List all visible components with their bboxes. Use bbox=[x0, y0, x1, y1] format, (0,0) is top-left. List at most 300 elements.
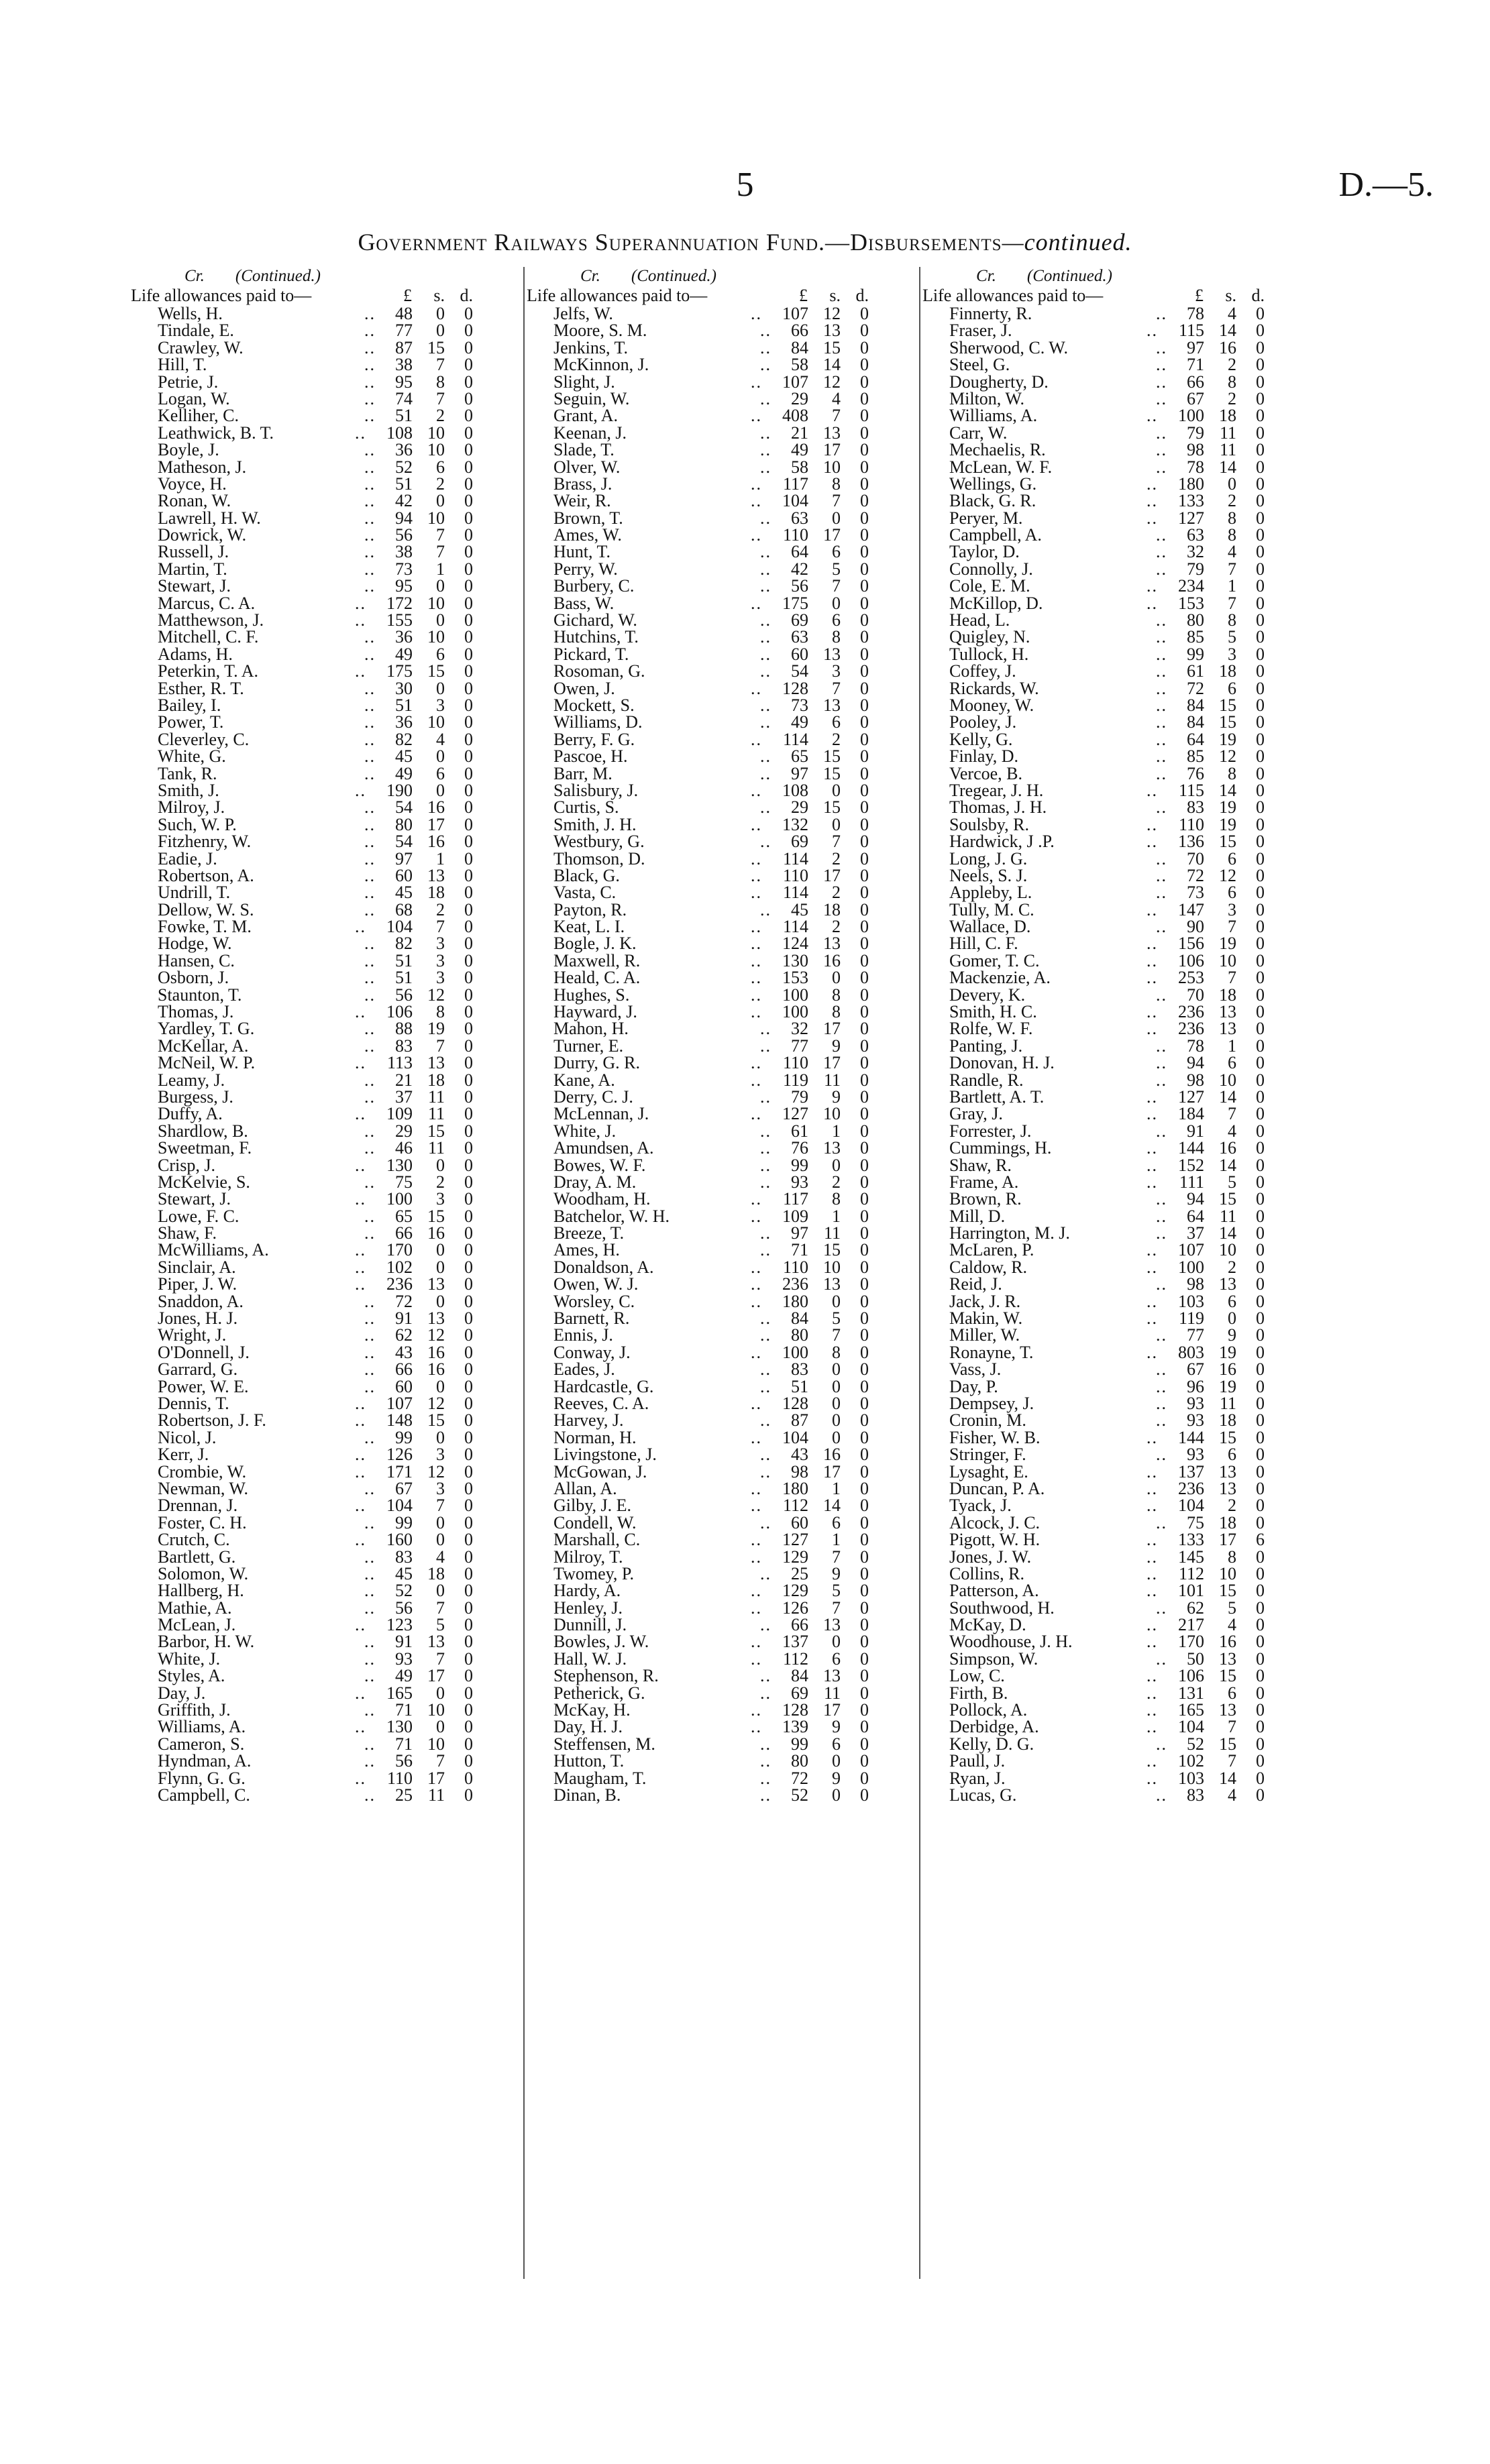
amount-pounds: 98 bbox=[1187, 1070, 1204, 1090]
table-row bbox=[138, 1293, 521, 1310]
amount-pounds: 65 bbox=[791, 746, 808, 767]
amount-shillings: 15 bbox=[427, 1121, 445, 1141]
amount-pounds: 29 bbox=[791, 797, 808, 818]
amount-pence: 0 bbox=[860, 1086, 869, 1107]
leader-dots: .. bbox=[355, 423, 366, 443]
amount-pounds: 110 bbox=[1178, 814, 1204, 834]
table-row bbox=[929, 1003, 1313, 1020]
leader-dots: .. bbox=[1147, 1683, 1158, 1703]
amount-shillings: 8 bbox=[1228, 372, 1236, 392]
table-row bbox=[929, 1736, 1313, 1752]
amount-shillings: 16 bbox=[1219, 1632, 1236, 1652]
amount-shillings: 14 bbox=[823, 355, 841, 375]
leader-dots: .. bbox=[760, 542, 771, 562]
table-row bbox=[929, 1770, 1313, 1787]
payee-name: McKelvie, S. bbox=[158, 1172, 250, 1192]
leader-dots: .. bbox=[355, 1530, 366, 1550]
amount-pence: 0 bbox=[464, 1274, 473, 1294]
leader-dots: .. bbox=[1156, 1121, 1167, 1141]
amount-shillings: 7 bbox=[832, 576, 841, 596]
amount-pounds: 97 bbox=[1187, 337, 1204, 357]
table-row bbox=[138, 1582, 521, 1599]
amount-pounds: 56 bbox=[395, 525, 413, 545]
table-row bbox=[533, 425, 917, 441]
leader-dots: .. bbox=[364, 473, 376, 494]
amount-pounds: 106 bbox=[1178, 1666, 1204, 1686]
amount-pence: 0 bbox=[860, 491, 869, 511]
table-row bbox=[138, 816, 521, 833]
amount-shillings: 6 bbox=[436, 644, 445, 664]
table-row bbox=[929, 1650, 1313, 1667]
leader-dots: .. bbox=[1156, 1053, 1167, 1073]
leader-dots: .. bbox=[1156, 610, 1167, 630]
table-row bbox=[533, 475, 917, 492]
table-row bbox=[138, 680, 521, 697]
amount-pounds: 133 bbox=[1178, 491, 1204, 511]
leader-dots: .. bbox=[760, 1325, 771, 1345]
payee-name: Woodham, H. bbox=[553, 1189, 651, 1209]
payee-name: Olver, W. bbox=[553, 457, 621, 477]
payee-name: Finlay, D. bbox=[949, 746, 1019, 767]
amount-pence: 0 bbox=[860, 1274, 869, 1294]
table-row bbox=[138, 1105, 521, 1122]
amount-pence: 0 bbox=[464, 1053, 473, 1073]
amount-pounds: 42 bbox=[395, 491, 413, 511]
leader-dots: .. bbox=[355, 661, 366, 681]
payee-name: Marshall, C. bbox=[553, 1530, 641, 1550]
amount-pounds: 109 bbox=[782, 1206, 808, 1226]
column-divider bbox=[523, 267, 525, 2279]
payee-name: Lucas, G. bbox=[949, 1785, 1017, 1805]
leader-dots: .. bbox=[1147, 1530, 1158, 1550]
payee-name: Heald, C. A. bbox=[553, 968, 641, 988]
table-row bbox=[929, 1241, 1313, 1258]
amount-shillings: 13 bbox=[823, 644, 841, 664]
table-row bbox=[138, 1276, 521, 1292]
amount-pence: 0 bbox=[464, 1359, 473, 1380]
leader-dots: .. bbox=[760, 1172, 771, 1192]
payee-name: Robertson, J. F. bbox=[158, 1410, 266, 1431]
amount-pence: 0 bbox=[464, 1581, 473, 1601]
payee-name: McKay, H. bbox=[553, 1700, 631, 1720]
amount-pounds: 29 bbox=[791, 388, 808, 408]
amount-shillings: 6 bbox=[436, 763, 445, 783]
amount-pounds: 128 bbox=[782, 1700, 808, 1720]
amount-pounds: 30 bbox=[395, 678, 413, 698]
amount-shillings: 18 bbox=[1219, 1410, 1236, 1431]
payee-name: Snaddon, A. bbox=[158, 1291, 244, 1311]
amount-shillings: 2 bbox=[436, 1172, 445, 1192]
amount-shillings: 18 bbox=[1219, 1512, 1236, 1532]
amount-pounds: 106 bbox=[1178, 950, 1204, 970]
leader-dots: .. bbox=[751, 985, 762, 1005]
table-row bbox=[533, 1310, 917, 1327]
amount-pence: 0 bbox=[464, 491, 473, 511]
amount-pounds: 111 bbox=[1179, 1172, 1204, 1192]
amount-pounds: 52 bbox=[395, 1581, 413, 1601]
amount-pence: 0 bbox=[860, 576, 869, 596]
payee-name: Williams, D. bbox=[553, 712, 643, 732]
amount-shillings: 3 bbox=[436, 968, 445, 988]
table-row bbox=[929, 1105, 1313, 1122]
amount-pence: 0 bbox=[860, 985, 869, 1005]
leader-dots: .. bbox=[364, 832, 376, 852]
amount-pounds: 32 bbox=[1187, 542, 1204, 562]
amount-pence: 0 bbox=[464, 1002, 473, 1022]
amount-pence: 0 bbox=[1256, 917, 1265, 937]
leader-dots: .. bbox=[751, 1104, 762, 1124]
payee-name: Lysaght, E. bbox=[949, 1461, 1028, 1481]
table-row bbox=[929, 1327, 1313, 1343]
payee-name: Stewart, J. bbox=[158, 576, 231, 596]
leader-dots: .. bbox=[364, 576, 376, 596]
leader-dots: .. bbox=[1147, 1717, 1158, 1737]
amount-pounds: 104 bbox=[386, 1496, 413, 1516]
amount-shillings: 14 bbox=[1219, 321, 1236, 341]
amount-pence: 0 bbox=[860, 1512, 869, 1532]
payee-name: Crombie, W. bbox=[158, 1461, 247, 1481]
payee-name: Dellow, W. S. bbox=[158, 899, 254, 919]
amount-shillings: 3 bbox=[436, 695, 445, 715]
amount-pounds: 97 bbox=[395, 848, 413, 869]
amount-pence: 0 bbox=[860, 1563, 869, 1583]
table-row bbox=[138, 1463, 521, 1480]
payee-name: Shaw, R. bbox=[949, 1155, 1012, 1175]
amount-pence: 0 bbox=[1256, 1478, 1265, 1498]
table-row bbox=[138, 1123, 521, 1139]
payee-name: Cameron, S. bbox=[158, 1734, 245, 1754]
amount-pounds: 95 bbox=[395, 576, 413, 596]
payee-name: Mitchell, C. F. bbox=[158, 627, 259, 647]
table-row bbox=[138, 374, 521, 390]
payee-name: Finnerty, R. bbox=[949, 304, 1032, 323]
leader-dots: .. bbox=[1147, 1768, 1158, 1788]
leader-dots: .. bbox=[1147, 1086, 1158, 1107]
payee-name: Rickards, W. bbox=[949, 678, 1039, 698]
payee-name: Styles, A. bbox=[158, 1666, 225, 1686]
leader-dots: .. bbox=[1147, 1478, 1158, 1498]
amount-shillings: 13 bbox=[823, 934, 841, 954]
payee-name: Undrill, T. bbox=[158, 883, 231, 903]
table-row bbox=[929, 441, 1313, 458]
amount-pounds: 63 bbox=[791, 508, 808, 528]
amount-pence: 0 bbox=[1256, 712, 1265, 732]
leader-dots: .. bbox=[1156, 1410, 1167, 1431]
table-row bbox=[533, 918, 917, 935]
amount-pence: 0 bbox=[464, 1530, 473, 1550]
payee-name: Ames, W. bbox=[553, 525, 622, 545]
table-row bbox=[138, 1139, 521, 1156]
leader-dots: .. bbox=[1156, 1734, 1167, 1754]
amount-pounds: 114 bbox=[782, 848, 808, 869]
payee-name: Cummings, H. bbox=[949, 1138, 1052, 1158]
amount-shillings: 15 bbox=[823, 763, 841, 783]
table-row bbox=[533, 1208, 917, 1225]
shillings-header: s. bbox=[829, 286, 841, 305]
amount-pence: 0 bbox=[860, 508, 869, 528]
leader-dots: .. bbox=[355, 780, 366, 800]
payee-name: Frame, A. bbox=[949, 1172, 1019, 1192]
payee-name: Panting, J. bbox=[949, 1035, 1023, 1056]
payee-name: Crawley, W. bbox=[158, 337, 244, 357]
payee-name: Pigott, W. H. bbox=[949, 1530, 1041, 1550]
table-row bbox=[533, 987, 917, 1003]
amount-shillings: 15 bbox=[427, 661, 445, 681]
amount-shillings: 2 bbox=[1228, 1257, 1236, 1277]
amount-pence: 0 bbox=[464, 423, 473, 443]
amount-shillings: 10 bbox=[427, 423, 445, 443]
amount-pence: 0 bbox=[1256, 1121, 1265, 1141]
payee-name: Weir, R. bbox=[553, 491, 611, 511]
leader-dots: .. bbox=[760, 1768, 771, 1788]
amount-shillings: 0 bbox=[436, 1512, 445, 1532]
leader-dots: .. bbox=[1156, 1785, 1167, 1805]
leader-dots: .. bbox=[1156, 372, 1167, 392]
amount-pounds: 87 bbox=[791, 1410, 808, 1431]
payee-name: Ronayne, T. bbox=[949, 1342, 1034, 1362]
payee-name: Mahon, H. bbox=[553, 1019, 629, 1039]
amount-pence: 0 bbox=[1256, 457, 1265, 477]
payee-name: Power, T. bbox=[158, 712, 224, 732]
table-row bbox=[929, 356, 1313, 373]
amount-pence: 0 bbox=[1256, 1172, 1265, 1192]
amount-shillings: 10 bbox=[427, 1734, 445, 1754]
amount-shillings: 17 bbox=[823, 1700, 841, 1720]
amount-shillings: 13 bbox=[427, 1632, 445, 1652]
payee-name: Makin, W. bbox=[949, 1308, 1023, 1329]
amount-pence: 0 bbox=[1256, 1104, 1265, 1124]
payee-name: Owen, J. bbox=[553, 678, 615, 698]
amount-shillings: 9 bbox=[832, 1086, 841, 1107]
amount-pounds: 38 bbox=[395, 542, 413, 562]
amount-pence: 0 bbox=[464, 576, 473, 596]
table-row bbox=[929, 1549, 1313, 1565]
amount-pounds: 148 bbox=[386, 1410, 413, 1431]
leader-dots: .. bbox=[751, 814, 762, 834]
amount-pence: 0 bbox=[464, 899, 473, 919]
amount-pounds: 48 bbox=[395, 304, 413, 323]
table-row bbox=[138, 850, 521, 867]
amount-pounds: 124 bbox=[782, 934, 808, 954]
amount-pence: 0 bbox=[1256, 1615, 1265, 1635]
amount-pounds: 66 bbox=[791, 1615, 808, 1635]
amount-pence: 0 bbox=[1256, 899, 1265, 919]
table-row bbox=[533, 1123, 917, 1139]
amount-pounds: 115 bbox=[1178, 780, 1204, 800]
leader-dots: .. bbox=[1156, 1445, 1167, 1465]
amount-pounds: 72 bbox=[1187, 865, 1204, 885]
amount-pence: 0 bbox=[860, 355, 869, 375]
leader-dots: .. bbox=[1156, 1359, 1167, 1380]
table-row bbox=[929, 833, 1313, 850]
leader-dots: .. bbox=[760, 627, 771, 647]
payee-name: Marcus, C. A. bbox=[158, 593, 256, 613]
table-row bbox=[138, 663, 521, 679]
table-row bbox=[138, 1752, 521, 1769]
payee-name: Ames, H. bbox=[553, 1240, 620, 1260]
leader-dots: .. bbox=[751, 1070, 762, 1090]
amount-pounds: 110 bbox=[782, 1053, 808, 1073]
payee-name: Hutton, T. bbox=[553, 1751, 625, 1771]
amount-pounds: 99 bbox=[791, 1155, 808, 1175]
amount-pence: 0 bbox=[464, 337, 473, 357]
amount-pounds: 77 bbox=[1187, 1325, 1204, 1345]
payee-name: Piper, J. W. bbox=[158, 1274, 237, 1294]
amount-shillings: 2 bbox=[832, 729, 841, 749]
payee-name: Bailey, I. bbox=[158, 695, 221, 715]
leader-dots: .. bbox=[760, 797, 771, 818]
amount-shillings: 13 bbox=[427, 1308, 445, 1329]
table-row bbox=[533, 628, 917, 645]
table-row bbox=[929, 1429, 1313, 1446]
amount-shillings: 16 bbox=[427, 1223, 445, 1243]
leader-dots: .. bbox=[1156, 440, 1167, 460]
amount-pounds: 98 bbox=[791, 1461, 808, 1481]
payee-name: Turner, E. bbox=[553, 1035, 624, 1056]
amount-pence: 0 bbox=[1256, 678, 1265, 698]
table-row bbox=[533, 543, 917, 560]
amount-pence: 0 bbox=[860, 1648, 869, 1669]
amount-pence: 0 bbox=[464, 304, 473, 323]
leader-dots: .. bbox=[364, 440, 376, 460]
leader-dots: .. bbox=[364, 848, 376, 869]
payee-name: Ennis, J. bbox=[553, 1325, 613, 1345]
payee-name: Barr, M. bbox=[553, 763, 613, 783]
amount-pounds: 52 bbox=[1187, 1734, 1204, 1754]
amount-pounds: 79 bbox=[1187, 559, 1204, 579]
payee-name: Wright, J. bbox=[158, 1325, 227, 1345]
amount-shillings: 2 bbox=[1228, 355, 1236, 375]
payee-name: Hunt, T. bbox=[553, 542, 610, 562]
payee-name: Yardley, T. G. bbox=[158, 1019, 255, 1039]
amount-pounds: 100 bbox=[1178, 406, 1204, 426]
amount-shillings: 13 bbox=[1219, 1478, 1236, 1498]
amount-shillings: 15 bbox=[1219, 1734, 1236, 1754]
amount-pence: 0 bbox=[464, 1512, 473, 1532]
amount-shillings: 8 bbox=[832, 1342, 841, 1362]
table-row bbox=[533, 1054, 917, 1071]
leader-dots: .. bbox=[355, 593, 366, 613]
payee-name: Miller, W. bbox=[949, 1325, 1020, 1345]
payee-name: Shardlow, B. bbox=[158, 1121, 248, 1141]
table-row bbox=[929, 1020, 1313, 1037]
amount-pence: 0 bbox=[1256, 661, 1265, 681]
amount-pounds: 78 bbox=[1187, 1035, 1204, 1056]
amount-pence: 0 bbox=[860, 1547, 869, 1567]
payee-name: McLean, W. F. bbox=[949, 457, 1053, 477]
table-row bbox=[929, 1035, 1313, 1056]
amount-pence: 0 bbox=[1256, 832, 1265, 852]
amount-shillings: 18 bbox=[1219, 661, 1236, 681]
leader-dots: .. bbox=[364, 627, 376, 647]
amount-pounds: 165 bbox=[386, 1683, 413, 1703]
amount-shillings: 7 bbox=[436, 388, 445, 408]
amount-shillings: 1 bbox=[436, 848, 445, 869]
amount-pence: 0 bbox=[1256, 321, 1265, 341]
leader-dots: .. bbox=[364, 797, 376, 818]
table-row bbox=[929, 322, 1313, 339]
table-row bbox=[533, 782, 917, 799]
leader-dots: .. bbox=[364, 1751, 376, 1771]
amount-pounds: 98 bbox=[1187, 440, 1204, 460]
amount-shillings: 16 bbox=[1219, 1359, 1236, 1380]
table-row bbox=[138, 543, 521, 560]
payee-name: Tyack, J. bbox=[949, 1496, 1012, 1516]
payee-name: Ryan, J. bbox=[949, 1768, 1006, 1788]
amount-pence: 0 bbox=[1256, 372, 1265, 392]
amount-pence: 0 bbox=[1256, 1291, 1265, 1311]
amount-shillings: 18 bbox=[1219, 406, 1236, 426]
payee-name: Hyndman, A. bbox=[158, 1751, 252, 1771]
leader-dots: .. bbox=[364, 1512, 376, 1532]
payee-name: Fisher, W. B. bbox=[949, 1427, 1041, 1447]
amount-shillings: 1 bbox=[832, 1206, 841, 1226]
table-row bbox=[533, 595, 917, 612]
table-row bbox=[929, 1497, 1313, 1514]
amount-pounds: 94 bbox=[1187, 1189, 1204, 1209]
table-row bbox=[533, 680, 917, 697]
table-row bbox=[533, 1463, 917, 1480]
leader-dots: .. bbox=[760, 337, 771, 357]
amount-pounds: 90 bbox=[1187, 917, 1204, 937]
leader-dots: .. bbox=[1147, 1019, 1158, 1039]
amount-pence: 0 bbox=[464, 1070, 473, 1090]
amount-pounds: 155 bbox=[386, 610, 413, 630]
table-row bbox=[929, 1293, 1313, 1310]
amount-shillings: 15 bbox=[823, 1240, 841, 1260]
payee-name: Caldow, R. bbox=[949, 1257, 1028, 1277]
amount-shillings: 7 bbox=[832, 832, 841, 852]
amount-shillings: 11 bbox=[1219, 440, 1236, 460]
amount-pence: 0 bbox=[860, 372, 869, 392]
amount-pence: 0 bbox=[464, 1104, 473, 1124]
amount-pence: 0 bbox=[860, 712, 869, 732]
amount-shillings: 6 bbox=[1228, 848, 1236, 869]
table-row bbox=[929, 407, 1313, 424]
payee-name: Jack, J. R. bbox=[949, 1291, 1021, 1311]
leader-dots: .. bbox=[355, 1683, 366, 1703]
amount-pence: 0 bbox=[860, 321, 869, 341]
amount-shillings: 16 bbox=[427, 797, 445, 818]
leader-dots: .. bbox=[1156, 763, 1167, 783]
amount-pounds: 100 bbox=[386, 1189, 413, 1209]
table-row bbox=[533, 1787, 917, 1803]
amount-pounds: 84 bbox=[791, 1308, 808, 1329]
amount-shillings: 0 bbox=[436, 491, 445, 511]
table-row bbox=[533, 339, 917, 356]
payee-name: Thomas, J. H. bbox=[949, 797, 1047, 818]
amount-shillings: 15 bbox=[1219, 1189, 1236, 1209]
leader-dots: .. bbox=[1147, 1172, 1158, 1192]
amount-pence: 0 bbox=[464, 1666, 473, 1686]
amount-pence: 0 bbox=[1256, 1666, 1265, 1686]
amount-pounds: 80 bbox=[791, 1751, 808, 1771]
amount-pounds: 94 bbox=[395, 508, 413, 528]
table-row bbox=[533, 1361, 917, 1378]
table-row bbox=[929, 1123, 1313, 1139]
amount-pence: 0 bbox=[860, 899, 869, 919]
payee-name: Kerr, J. bbox=[158, 1445, 209, 1465]
leader-dots: .. bbox=[760, 1563, 771, 1583]
amount-pounds: 49 bbox=[791, 440, 808, 460]
amount-shillings: 4 bbox=[436, 729, 445, 749]
leader-dots: .. bbox=[364, 337, 376, 357]
amount-pounds: 88 bbox=[395, 1019, 413, 1039]
table-row bbox=[138, 1395, 521, 1412]
table-row bbox=[929, 663, 1313, 679]
amount-pence: 0 bbox=[860, 423, 869, 443]
amount-shillings: 7 bbox=[832, 1598, 841, 1618]
